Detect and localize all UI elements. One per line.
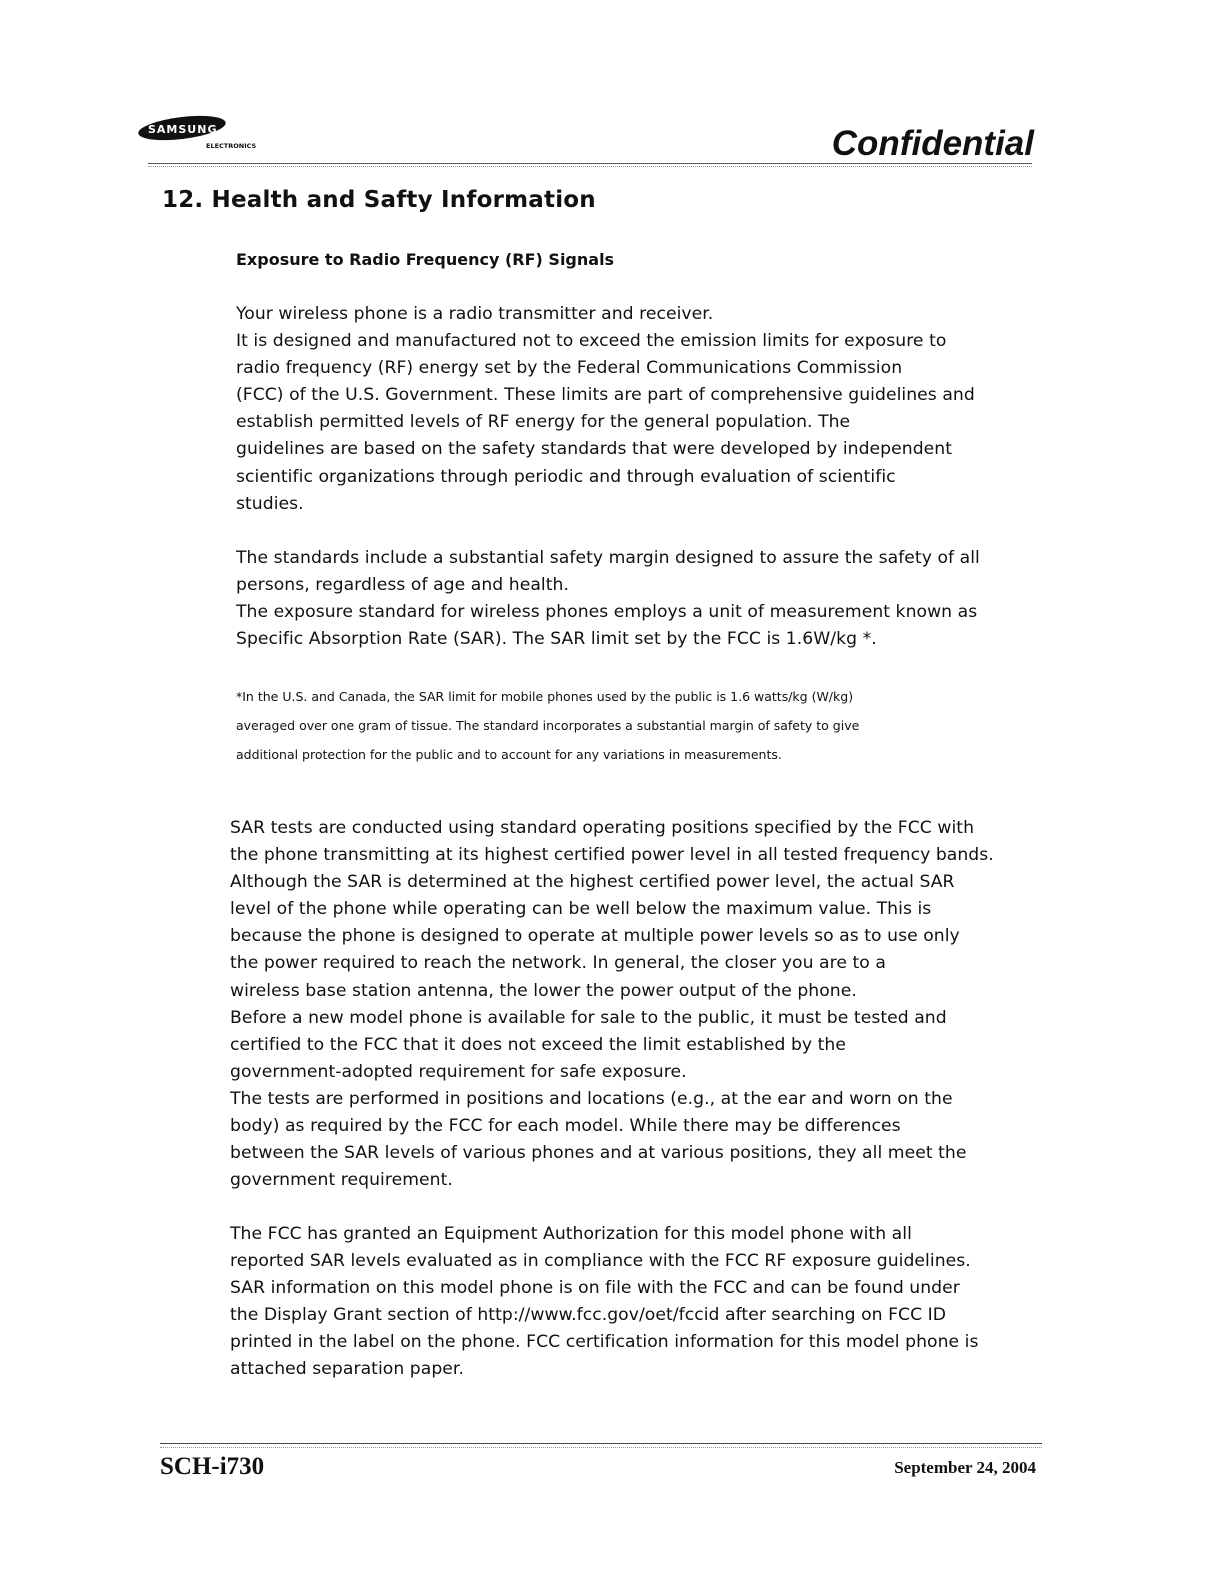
text-line: attached separation paper. (230, 1359, 464, 1380)
text-line: the Display Grant section of http://www.fcc.gov/oet/fccid after searching on FCC ID (230, 1305, 947, 1326)
text-line: The standards include a substantial safety margin designed to assure the safety of all (236, 548, 980, 568)
text-line: SAR tests are conducted using standard operating positions specified by the FCC with (230, 818, 975, 838)
header-rule (148, 163, 1032, 164)
text-line: radio frequency (RF) energy set by the Federal Communications Commission (236, 358, 903, 379)
text-line: (FCC) of the U.S. Government. These limits are part of comprehensive guidelines and (236, 385, 975, 406)
text-line: because the phone is designed to operate at multiple power levels so as to use only (230, 926, 960, 947)
text-line: guidelines are based on the safety standards that were developed by independent (236, 439, 953, 460)
footnote-sar-limit (236, 682, 859, 769)
text-line: Although the SAR is determined at the highest certified power level, the actual SAR (230, 872, 955, 893)
confidential-label: Confidential (831, 124, 1034, 163)
text-line: scientific organizations through periodic and through evaluation of scientific (236, 466, 896, 487)
logo-sub: ELECTRONICS (206, 142, 257, 150)
paragraph-fcc-authorization (230, 1221, 990, 1384)
text-line: level of the phone while operating can be well below the maximum value. This is (230, 899, 932, 920)
section-subtitle: Exposure to Radio Frequency (RF) Signals (236, 250, 615, 269)
text-line: persons, regardless of age and health. (236, 575, 569, 596)
samsung-logo (138, 112, 278, 156)
text-line: the power required to reach the network. In general, the closer you are to a (230, 953, 886, 974)
text-line: The FCC has granted an Equipment Authorization for this model phone with all (230, 1224, 912, 1244)
text-line: studies. (236, 493, 304, 514)
text-line: between the SAR levels of various phones and at various positions, they all meet the (230, 1143, 967, 1164)
text-line: The tests are performed in positions and locations (e.g., at the ear and worn on the (230, 1088, 953, 1109)
paragraph-standards (236, 545, 996, 653)
paragraph-sar-tests (230, 815, 994, 1194)
text-line: additional protection for the public and to account for any variations in measurements. (236, 747, 782, 762)
text-line: Specific Absorption Rate (SAR). The SAR limit set by the FCC is 1.6W/kg *. (236, 629, 877, 650)
text-line: government-adopted requirement for safe exposure. (230, 1061, 687, 1082)
paragraph-rf-exposure (236, 301, 996, 518)
text-line: Before a new model phone is available for sale to the public, it must be tested and (230, 1007, 947, 1028)
logo-brand: SAMSUNG (148, 123, 218, 136)
text-line: government requirement. (230, 1170, 453, 1191)
text-line: SAR information on this model phone is on file with the FCC and can be found under (230, 1278, 960, 1299)
text-line: It is designed and manufactured not to exceed the emission limits for exposure to (236, 331, 947, 352)
text-line: The exposure standard for wireless phones employs a unit of measurement known as (236, 602, 978, 623)
footer-rule-secondary (160, 1447, 1042, 1448)
footer-rule (160, 1443, 1042, 1444)
footer-date: September 24, 2004 (894, 1458, 1036, 1477)
text-line: reported SAR levels evaluated as in compliance with the FCC RF exposure guidelines. (230, 1251, 971, 1272)
footer-model: SCH-i730 (160, 1453, 265, 1480)
section-title: 12. Health and Safty Information (162, 187, 596, 213)
text-line: certified to the FCC that it does not exceed the limit established by the (230, 1034, 847, 1055)
text-line: wireless base station antenna, the lower the power output of the phone. (230, 980, 857, 1001)
text-line: *In the U.S. and Canada, the SAR limit for mobile phones used by the public is 1.6 watts/kg (W/kg) (236, 689, 854, 704)
header-rule-secondary (148, 166, 1032, 167)
text-line: the phone transmitting at its highest certified power level in all tested frequency bands. (230, 845, 994, 866)
text-line: averaged over one gram of tissue. The standard incorporates a substantial margin of safety to give (236, 718, 860, 733)
text-line: body) as required by the FCC for each model. While there may be differences (230, 1116, 901, 1137)
text-line: establish permitted levels of RF energy for the general population. The (236, 412, 851, 433)
text-line: Your wireless phone is a radio transmitter and receiver. (236, 304, 714, 324)
text-line: printed in the label on the phone. FCC certification information for this model phone is (230, 1332, 979, 1353)
